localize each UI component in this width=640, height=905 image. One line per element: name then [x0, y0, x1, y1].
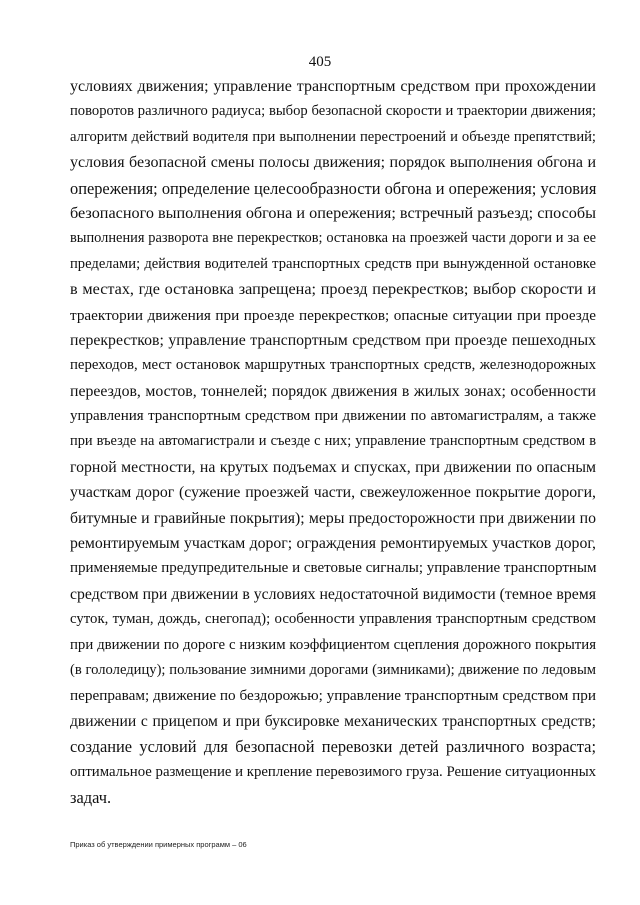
- text-line: пределами; действия водителей транспортных средств при вынужденной остановке: [70, 255, 596, 272]
- text-line: перекрестков; управление транспортным средством при проезде пешеходных: [70, 331, 596, 349]
- text-line: применяемые предупредительные и световые сигналы; управление транспортным: [70, 560, 597, 577]
- text-line: ремонтируемым участкам дорог; ограждения ремонтируемых участков дорог,: [70, 535, 596, 553]
- footer-note: Приказ об утверждении примерных программ – 06: [70, 840, 247, 849]
- text-line: битумные и гравийные покрытия); меры предосторожности при движении по: [70, 509, 596, 527]
- text-line: при въезде на автомагистрали и съезде с них; управление транспортным средством в: [70, 433, 596, 450]
- text-line: при движении по дороге с низким коэффициентом сцепления дорожного покрытия: [70, 636, 596, 653]
- text-line: условиях движения; управление транспортным средством при прохождении: [70, 78, 596, 95]
- text-line: алгоритм действий водителя при выполнении перестроений и объезде препятствий;: [70, 128, 596, 145]
- text-line: переездов, мостов, тоннелей; порядок движения в жилых зонах; особенности: [70, 382, 596, 400]
- text-line: выполнения разворота вне перекрестков; остановка на проезжей части дороги и за ее: [70, 230, 596, 247]
- text-line: переходов, мест остановок маршрутных транспортных средств, железнодорожных: [70, 357, 596, 374]
- text-line: условия безопасной смены полосы движения; порядок выполнения обгона и: [70, 154, 596, 172]
- text-line: переправам; движение по бездорожью; управление транспортным средством при: [70, 687, 596, 705]
- text-line: горной местности, на крутых подъемах и спусках, при движении по опасным: [70, 458, 596, 476]
- text-line: опережения; определение целесообразности обгона и опережения; условия: [70, 178, 597, 198]
- text-line: траектории движения при проезде перекрестков; опасные ситуации при проезде: [70, 306, 596, 324]
- text-line: создание условий для безопасной перевозки детей различного возраста;: [70, 737, 596, 757]
- text-line: участкам дорог (сужение проезжей части, свежеуложенное покрытие дороги,: [70, 484, 596, 502]
- text-line: задач.: [70, 787, 112, 807]
- text-line: средством при движении в условиях недостаточной видимости (темное время: [70, 585, 596, 603]
- page-number: 405: [308, 54, 332, 70]
- body-text: [70, 74, 596, 810]
- text-line: безопасного выполнения обгона и опережения; встречный разъезд; способы: [70, 203, 596, 222]
- text-line: движении с прицепом и при буксировке механических транспортных средств;: [70, 712, 596, 730]
- text-line: поворотов различного радиуса; выбор безопасной скорости и траектории движения;: [70, 103, 596, 120]
- text-line: в местах, где остановка запрещена; проезд перекрестков; выбор скорости и: [70, 280, 596, 299]
- text-line: суток, туман, дождь, снегопад); особенности управления транспортным средством: [70, 611, 596, 628]
- text-line: управления транспортным средством при движении по автомагистралям, а также: [70, 408, 596, 425]
- text-line: оптимальное размещение и крепление перевозимого груза. Решение ситуационных: [70, 763, 597, 780]
- text-line: (в гололедицу); пользование зимними дорогами (зимниками); движение по ледовым: [70, 661, 596, 678]
